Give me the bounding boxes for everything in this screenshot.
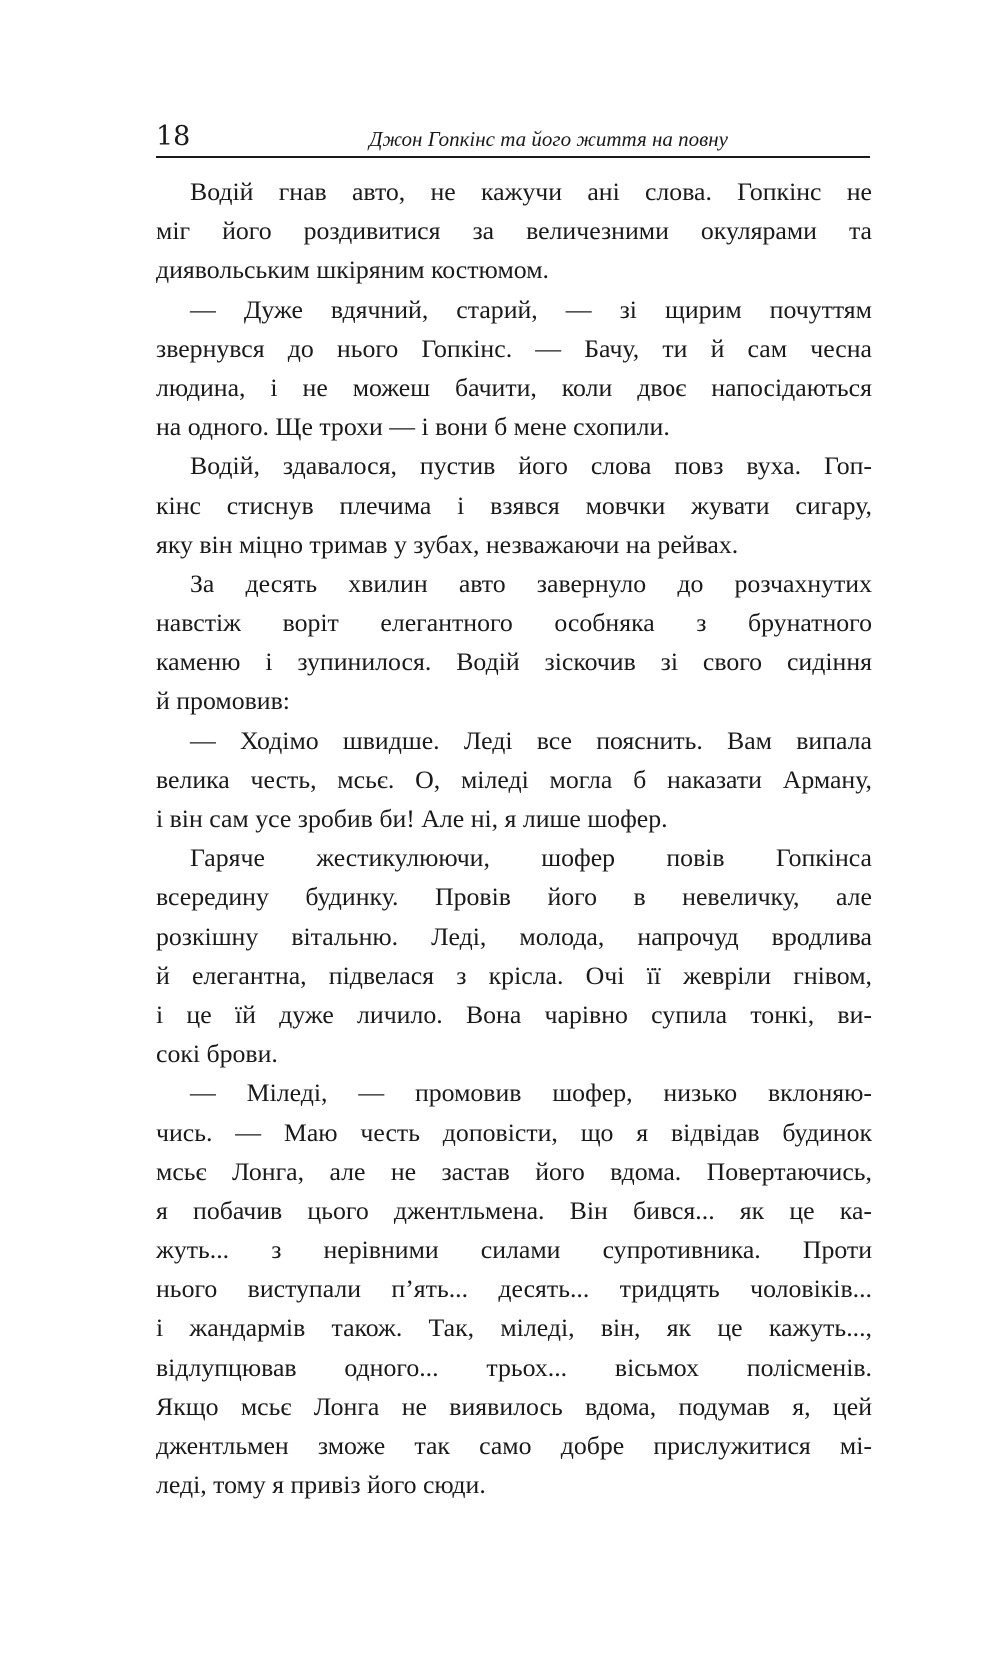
- text-line: і жандармів також. Так, міледі, він, як це кажуть...,: [156, 1313, 872, 1343]
- text-line: я побачив цього джентльмена. Він бився... як це ка-: [156, 1195, 872, 1225]
- text-line: яку він міцно тримав у зубах, незважаючи на рейвах.: [156, 529, 739, 559]
- text-line: жуть... з нерівними силами супротивника. Проти: [156, 1235, 872, 1265]
- text-line: звернувся до нього Гопкінс. — Бачу, ти й сам чесна: [156, 333, 872, 363]
- text-line: велика честь, мсьє. О, міледі могла б наказати Арману,: [156, 764, 872, 794]
- text-line: людина, і не можеш бачити, коли двоє напосідаються: [156, 372, 872, 402]
- text-line: сокі брови.: [156, 1039, 278, 1069]
- text-line: мсьє Лонга, але не застав його вдома. Повертаючись,: [156, 1156, 872, 1186]
- text-line: розкішну вітальню. Леді, молода, напрочуд вродлива: [156, 921, 872, 951]
- page-header: [156, 116, 870, 158]
- text-line: міг його роздивитися за величезними окулярами та: [156, 216, 872, 246]
- text-line: і це їй дуже личило. Вона чарівно супила тонкі, ви-: [156, 999, 872, 1029]
- text-line: чись. — Маю честь доповісти, що я відвідав будинок: [156, 1117, 872, 1147]
- text-line: й промовив:: [156, 686, 290, 716]
- text-line: кінс стиснув плечима і взявся мовчки жувати сигару,: [156, 490, 872, 520]
- paragraph: [156, 290, 872, 447]
- text-line: джентльмен зможе так само добре прислужитися мі-: [156, 1431, 872, 1460]
- text-line: всередину будинку. Провів його в невеличку, але: [156, 882, 872, 912]
- paragraph: [156, 1073, 872, 1504]
- text-line: і він сам усе зробив би! Але ні, я лише шофер.: [156, 804, 668, 833]
- text-line: відлупцював одного... трьох... вісьмох полісменів.: [156, 1352, 872, 1382]
- text-line: Гаряче жестикулюючи, шофер повів Гопкінса: [190, 843, 872, 873]
- text-line: диявольським шкіряним костюмом.: [156, 255, 549, 285]
- text-line: — Дуже вдячний, старий, — зі щирим почуттям: [190, 294, 872, 324]
- body-text: [156, 172, 872, 1504]
- text-line: на одного. Ще трохи — і вони б мене схопили.: [156, 412, 670, 442]
- text-line: Якщо мсьє Лонга не виявилось вдома, подумав я, цей: [156, 1391, 872, 1421]
- text-line: — Ходімо швидше. Леді все пояснить. Вам випала: [190, 725, 872, 755]
- page-number: 18: [156, 121, 191, 152]
- paragraph: [156, 564, 872, 721]
- text-line: леді, тому я привіз його сюди.: [156, 1470, 486, 1500]
- text-line: нього виступали п’ять... десять... тридцять чоловіків...: [156, 1274, 872, 1304]
- text-line: Водій, здавалося, пустив його слова повз вуха. Гоп-: [190, 451, 872, 481]
- text-line: — Міледі, — промовив шофер, низько вклоняю-: [190, 1078, 872, 1108]
- text-line: Водій гнав авто, не кажучи ані слова. Гопкінс не: [190, 177, 872, 206]
- text-line: й елегантна, підвелася з крісла. Очі її жевріли гнівом,: [156, 960, 872, 990]
- running-title: Джон Гопкінс та його життя на повну: [369, 127, 728, 151]
- text-line: навстіж воріт елегантного особняка з брунатного: [156, 608, 872, 638]
- text-line: каменю і зупинилося. Водій зіскочив зі свого сидіння: [156, 647, 872, 677]
- paragraph: [156, 172, 872, 290]
- paragraph: [156, 446, 872, 564]
- text-line: За десять хвилин авто завернуло до розчахнутих: [190, 568, 872, 598]
- paragraph: [156, 721, 872, 839]
- paragraph: [156, 838, 872, 1073]
